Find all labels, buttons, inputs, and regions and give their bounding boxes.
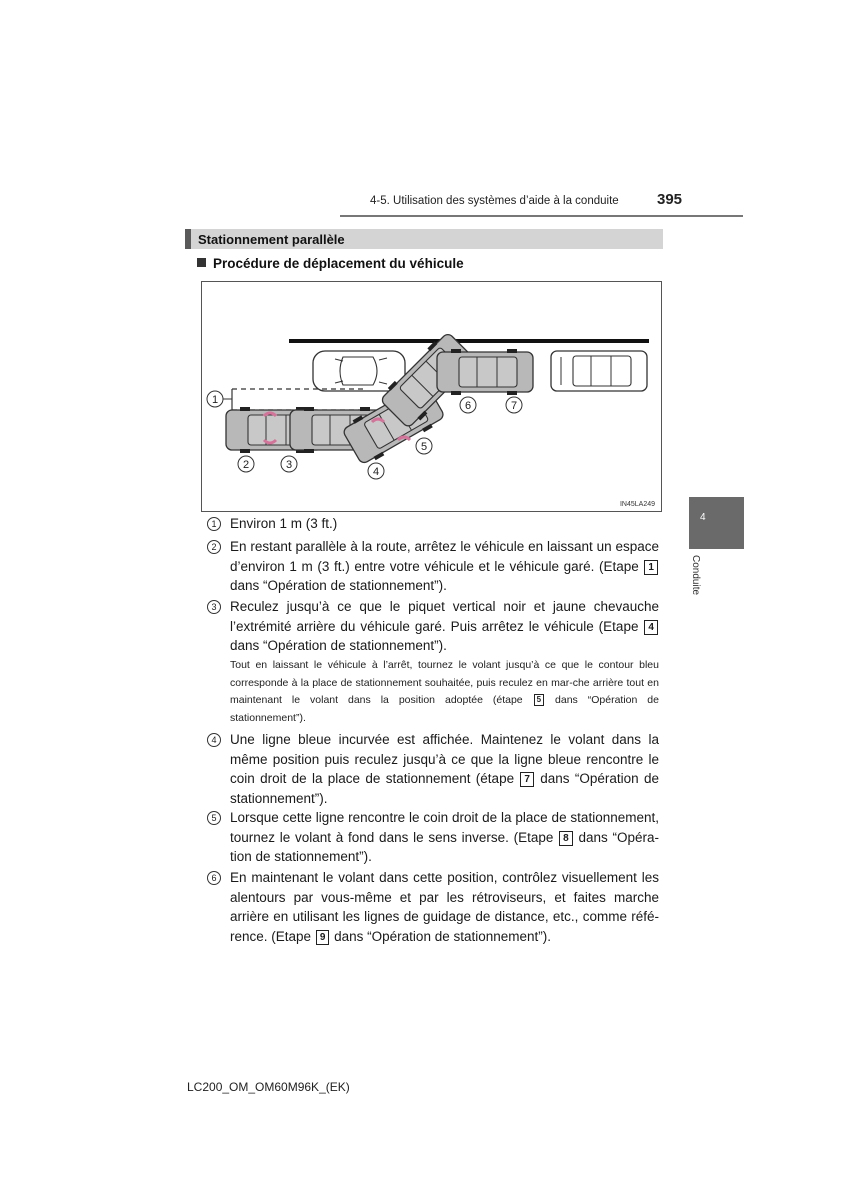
list-item: [207, 514, 659, 534]
svg-text:1: 1: [211, 394, 219, 406]
parked-suv-rear: [551, 351, 647, 391]
vehicle-position-parked: [437, 349, 533, 395]
item-number-badge: 5: [207, 811, 221, 825]
item-text-tail: dans “Opération de stationnement”).: [230, 771, 659, 806]
figure-code: IN45LA249: [619, 501, 655, 508]
step-reference: 8: [559, 831, 573, 846]
step-reference: 4: [644, 620, 658, 635]
note-text-tail: dans “Opération de stationnement”).: [230, 694, 659, 724]
callout-6: [460, 397, 476, 413]
list-item: [207, 730, 659, 808]
chapter-tab[interactable]: [689, 497, 744, 549]
item-text: En maintenant le volant dans cette position, contrôlez visuellement les alentours par vous-même et par les rétroviseurs, et faites marche arrière en utilisant les lignes de guidage de distance, etc., comme réfé-rence. (Etape: [230, 870, 659, 944]
item-text: En restant parallèle à la route, arrêtez le véhicule en laissant un espace d’environ 1 m (3 ft.) entre votre véhicule et le véhicule garé. (Etape: [230, 539, 659, 574]
item-number-badge: 2: [207, 540, 221, 554]
callout-1: [207, 391, 232, 407]
step-reference: 5: [534, 694, 544, 706]
parking-diagram-svg: [202, 282, 661, 511]
item-text: Une ligne bleue incurvée est affichée. Maintenez le volant dans la même position puis reculez jusqu’à ce que la ligne bleue rencontre le coin droit de la place de stationnement (étape: [230, 732, 659, 786]
list-item: [207, 537, 659, 596]
step-reference: 9: [316, 930, 330, 945]
parking-diagram: [201, 281, 662, 512]
svg-text:6: 6: [464, 400, 472, 412]
item-text: Reculez jusqu’à ce que le piquet vertical noir et jaune chevauche l’extrémité arrière du véhicule garé. Puis arrêtez le véhicule (Etape: [230, 599, 659, 634]
item-text-tail: dans “Opération de stationnement”).: [230, 578, 447, 593]
bullet-square-icon: [197, 258, 206, 267]
note-paragraph: [230, 657, 659, 727]
item-text-tail: dans “Opération de stationnement”).: [230, 638, 447, 653]
footer-code: LC200_OM_OM60M96K_(EK): [187, 1080, 350, 1094]
svg-text:3: 3: [285, 459, 293, 471]
item-number-badge: 3: [207, 600, 221, 614]
subheading: [197, 256, 464, 271]
note-text: Tout en laissant le véhicule à l’arrêt, tournez le volant jusqu’à ce que le contour bleu corresponde à la place de stationnement souhaitée, puis reculez en mar-che arrière tout en maintenant le volant dans la position adoptée (étape: [230, 659, 659, 706]
callout-2: [238, 456, 254, 472]
list-item: [207, 808, 659, 867]
item-text-tail: dans “Opéra-tion de stationnement”).: [230, 829, 659, 864]
list-item: [207, 597, 659, 656]
item-number-badge: 6: [207, 871, 221, 885]
callout-7: [506, 397, 522, 413]
callout-3: [281, 456, 297, 472]
svg-text:7: 7: [510, 400, 518, 412]
item-number-badge: 4: [207, 733, 221, 747]
running-header-section: 4-5. Utilisation des systèmes d’aide à la conduite: [370, 195, 619, 207]
list-item: [207, 868, 659, 946]
svg-text:2: 2: [242, 459, 250, 471]
chapter-label: [690, 555, 715, 615]
step-reference: 7: [520, 772, 534, 787]
chapter-number: 4: [700, 512, 706, 523]
item-text-tail: dans “Opération de stationnement”).: [334, 928, 552, 944]
section-bar-accent: [185, 229, 191, 249]
section-title-bar: [185, 229, 663, 249]
callout-4: [368, 463, 384, 479]
subheading-text: Procédure de déplacement du véhicule: [213, 256, 464, 271]
step-reference: 1: [644, 560, 658, 575]
svg-text:4: 4: [372, 466, 380, 478]
item-text: Environ 1 m (3 ft.): [230, 516, 338, 531]
header-rule: [340, 215, 743, 217]
item-number-badge: 1: [207, 517, 221, 531]
callout-5: [416, 438, 432, 454]
item-text: Lorsque cette ligne rencontre le coin droit de la place de stationnement, tournez le volant à fond dans le sens inverse. (Etape: [230, 810, 659, 845]
chapter-label-text: Conduite: [690, 555, 701, 596]
page-number: 395: [657, 191, 683, 208]
section-title: Stationnement parallèle: [198, 232, 345, 247]
svg-text:5: 5: [420, 441, 428, 453]
curb-line: [289, 339, 649, 343]
